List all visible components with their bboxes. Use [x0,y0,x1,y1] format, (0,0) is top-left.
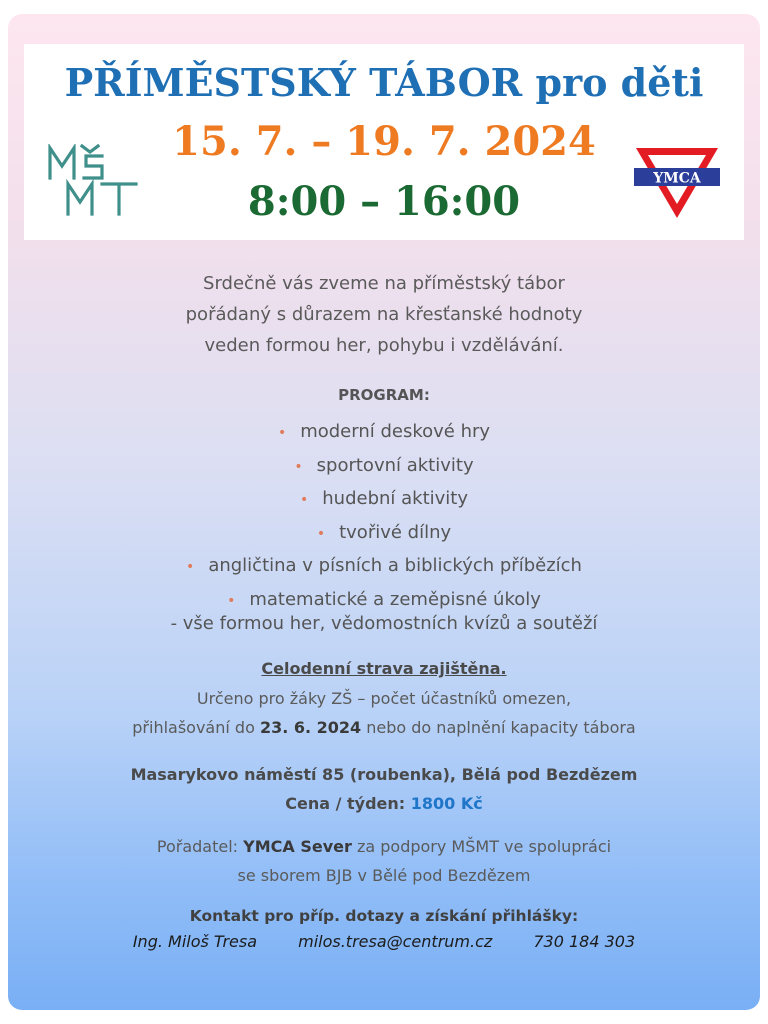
program-heading: PROGRAM: [338,386,430,404]
list-item [8,416,760,450]
program-item: moderní deskové hry [300,421,491,442]
price-value: 1800 Kč [410,794,483,813]
program-note: - vše formou her, vědomostních kvízů a soutěží [170,613,598,634]
bullet-icon: • [316,525,326,542]
intro-line: veden formou her, pohybu i vzdělávání. [204,335,564,356]
program-item: matematické a zeměpisné úkoly [249,588,541,610]
meals-note: Celodenní strava zajištěna. [261,659,507,678]
price-line [8,789,760,818]
organizer-block [8,832,760,890]
list-item [8,517,760,551]
program-item: sportovní aktivity [316,454,474,476]
intro-line: Srdečně vás zveme na příměstský tábor [203,273,565,294]
poster [8,14,760,1010]
camp-hours: 8:00 – 16:00 [247,178,521,225]
bullet-icon: • [299,492,309,508]
program-item: angličtina v písních a biblických příbězích [208,555,582,576]
program-list [8,416,760,617]
intro-line: pořádaný s důrazem na křesťanské hodnoty [185,304,583,325]
msmt-logo-text: MŠMT [46,144,49,145]
bullet-icon: • [277,425,287,441]
registration-suffix: nebo do naplnění kapacity tábora [361,718,636,737]
price-label: Cena / týden: [285,794,411,813]
target-line: Určeno pro žáky ZŠ – počet účastníků omezen, [196,689,572,708]
contact-line [8,932,760,951]
list-item [8,550,760,584]
target-line [8,713,760,742]
bullet-icon: • [186,559,195,575]
registration-prefix: přihlašování do [132,718,260,737]
organizer-name: YMCA Sever [243,837,352,856]
registration-deadline: 23. 6. 2024 [259,718,362,737]
program-item: hudební aktivity [322,488,468,509]
bullet-icon: • [294,458,303,475]
msmt-logo [46,144,150,218]
target-info [8,684,760,742]
contact-phone[interactable]: 730 184 303 [533,932,636,951]
camp-dates: 15. 7. – 19. 7. 2024 [172,118,596,165]
bullet-icon: • [227,592,236,609]
location-block [8,760,760,818]
organizer-line: se sborem BJB v Bělé pod Bezdězem [237,866,531,885]
organizer-line [8,832,760,861]
header-panel [24,44,744,240]
poster-title: PŘÍMĚSTSKÝ TÁBOR pro děti [64,60,704,105]
program-item: tvořivé dílny [339,521,452,543]
address: Masarykovo náměstí 85 (roubenka), Bělá pod Bezdězem [130,765,638,784]
contact-person: Ing. Miloš Tresa [132,932,258,951]
organizer-suffix: za podpory MŠMT ve spolupráci [351,837,612,856]
contact-heading: Kontakt pro příp. dotazy a získání přihlášky: [189,907,579,925]
list-item [8,483,760,517]
contact-email[interactable]: milos.tresa@centrum.cz [298,932,493,951]
list-item [8,584,760,618]
organizer-prefix: Pořadatel: [156,837,244,856]
list-item [8,450,760,484]
ymca-logo-text: YMCA [653,170,701,187]
ymca-logo [634,146,720,220]
intro-text [8,268,760,361]
